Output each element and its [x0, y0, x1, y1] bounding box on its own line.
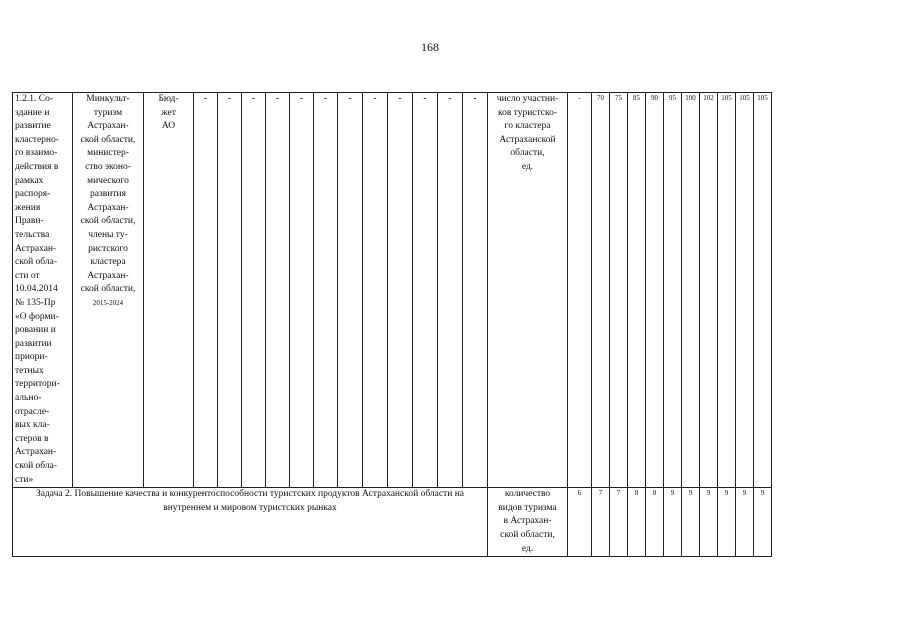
- value-cell: 9: [682, 488, 700, 557]
- dash-cell: -: [218, 93, 242, 488]
- indicator-cell: число участни- ков туристско- го кластера Астраханской области, ед.: [488, 93, 568, 488]
- value-cell: 8: [628, 488, 646, 557]
- value-cell: 100: [682, 93, 700, 488]
- value-cell: 105: [736, 93, 754, 488]
- dash-cell: -: [363, 93, 388, 488]
- executors-cell: [73, 93, 144, 488]
- value-cell: 70: [592, 93, 610, 488]
- table-row-1-2-1: [13, 93, 772, 488]
- dash-cell: -: [388, 93, 413, 488]
- value-cell: 8: [646, 488, 664, 557]
- funding-source-cell: Бюд- жет АО: [144, 93, 194, 488]
- executors-years: 2015-2024: [92, 298, 124, 307]
- program-table: [12, 92, 772, 557]
- dash-cell: -: [194, 93, 218, 488]
- dash-cell: -: [338, 93, 363, 488]
- value-cell: 7: [610, 488, 628, 557]
- dash-cell: -: [413, 93, 438, 488]
- value-cell: 7: [592, 488, 610, 557]
- dash-cell: -: [438, 93, 463, 488]
- dash-cell: -: [266, 93, 290, 488]
- value-cell: 9: [718, 488, 736, 557]
- value-cell: 105: [754, 93, 772, 488]
- value-cell: 9: [754, 488, 772, 557]
- value-cell: 85: [628, 93, 646, 488]
- value-cell: 75: [610, 93, 628, 488]
- value-cell: 102: [700, 93, 718, 488]
- dash-cell: -: [314, 93, 338, 488]
- value-cell: 95: [664, 93, 682, 488]
- table-row-task-2: [13, 488, 772, 557]
- value-cell: 9: [664, 488, 682, 557]
- value-cell: -: [568, 93, 592, 488]
- dash-cell: -: [290, 93, 314, 488]
- value-cell: 6: [568, 488, 592, 557]
- executors-text: Минкульт- туризм Астрахан- ской области, министер- ство эконо- мического развития Астрахан- ской области, члены ту- ристского кластера Астрахан- ской области,: [80, 94, 136, 295]
- measure-cell: 1.2.1. Со- здание и развитие кластерно- го взаимо- действия в рамках распоря- жения Прави- тельства Астрахан- ской обла- сти от 10.04.2014 № 135-Пр «О форми- ровании и развитии приори- тетных территори- ально- отрасле- вых кла- стеров в Астрахан- ской обла- сти»: [13, 93, 73, 488]
- task-2-cell: Задача 2. Повышение качества и конкурентоспособности туристских продуктов Астраханской области на внутреннем и мировом туристских рынках: [13, 488, 488, 557]
- dash-cell: -: [463, 93, 488, 488]
- value-cell: 90: [646, 93, 664, 488]
- dash-cell: -: [242, 93, 266, 488]
- value-cell: 9: [700, 488, 718, 557]
- value-cell: 9: [736, 488, 754, 557]
- indicator-cell: количество видов туризма в Астрахан- ской области, ед.: [488, 488, 568, 557]
- value-cell: 105: [718, 93, 736, 488]
- page-number: 168: [421, 40, 439, 54]
